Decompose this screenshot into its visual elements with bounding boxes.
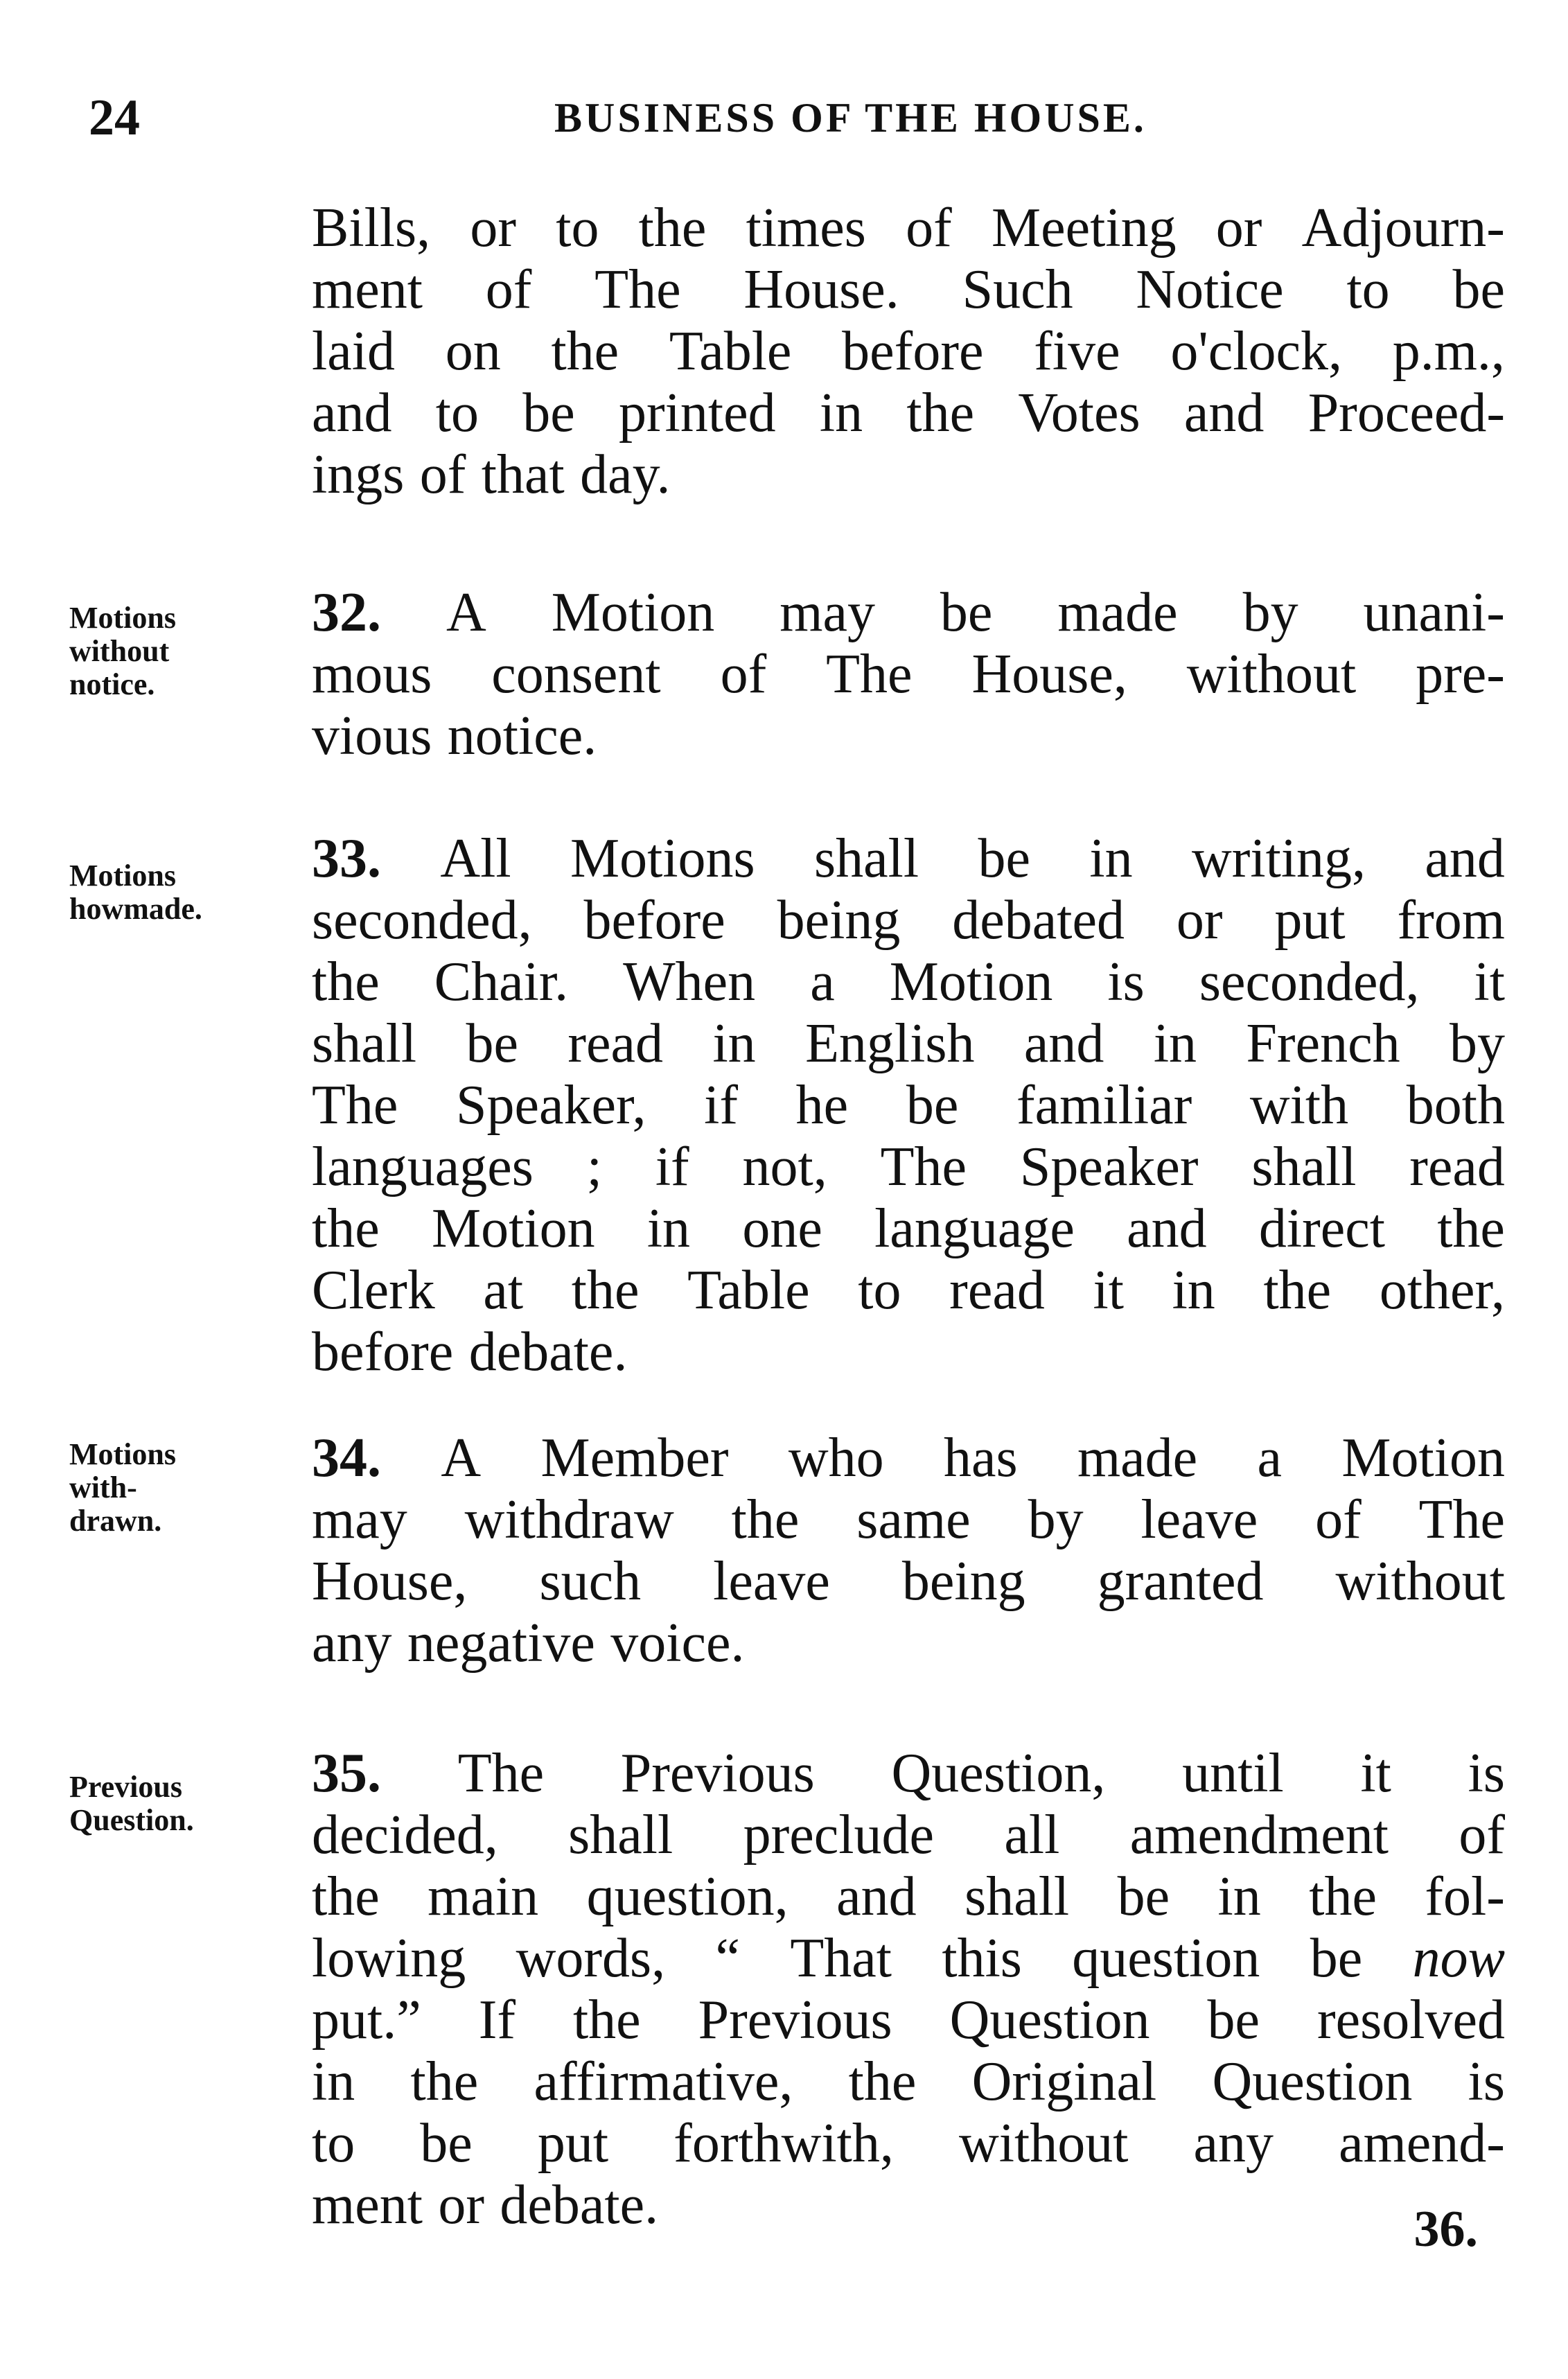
word: unani- xyxy=(1363,582,1505,643)
word: House. xyxy=(743,259,899,320)
word: be xyxy=(1452,259,1505,320)
margin-note-line: notice. xyxy=(69,667,155,701)
word: vious xyxy=(312,705,432,766)
word: and xyxy=(1023,1013,1104,1074)
word: is xyxy=(1468,2051,1505,2112)
word: being xyxy=(901,1551,1025,1612)
margin-note-previous-question xyxy=(69,1771,305,1837)
word: Notice xyxy=(1136,259,1284,320)
word: writing, xyxy=(1191,828,1366,889)
margin-note-motions-without-notice xyxy=(69,602,305,701)
word: direct xyxy=(1258,1198,1385,1259)
word: When xyxy=(623,951,756,1012)
word: of xyxy=(720,644,767,705)
word: a xyxy=(810,951,835,1012)
word: be xyxy=(1207,1990,1260,2051)
margin-note-line: Motions xyxy=(69,601,176,635)
word: before xyxy=(312,1322,454,1382)
word: The xyxy=(312,1075,398,1136)
word: Table xyxy=(687,1260,810,1321)
word: o'clock, xyxy=(1170,321,1342,382)
margin-note-line: drawn. xyxy=(69,1504,162,1538)
text-line xyxy=(312,444,1505,506)
word: main xyxy=(428,1866,539,1927)
word: the xyxy=(312,1198,380,1259)
word: Motion xyxy=(889,951,1053,1012)
text-line xyxy=(312,383,1505,444)
word: of xyxy=(1315,1489,1362,1550)
word: debate. xyxy=(500,2175,659,2236)
word: by xyxy=(1242,582,1298,643)
word: notice. xyxy=(447,705,597,766)
word: of xyxy=(419,444,466,505)
word: shall xyxy=(568,1805,673,1866)
word: debate. xyxy=(468,1322,628,1382)
word: in xyxy=(646,1198,691,1259)
word: Such xyxy=(962,259,1073,320)
word: in xyxy=(1089,828,1133,889)
text-line xyxy=(312,1866,1505,1928)
word: A xyxy=(446,582,486,643)
word: Speaker xyxy=(1019,1136,1199,1197)
word: times xyxy=(746,197,866,258)
word: at xyxy=(483,1260,524,1321)
word: in xyxy=(1153,1013,1197,1074)
word: the xyxy=(410,2051,479,2112)
word: if xyxy=(704,1075,739,1136)
word: any xyxy=(1193,2113,1274,2174)
word: withdraw xyxy=(464,1489,674,1550)
word: being xyxy=(777,890,901,951)
word: read xyxy=(1409,1136,1505,1197)
word: consent xyxy=(491,644,661,705)
word: by xyxy=(1449,1013,1505,1074)
word: to xyxy=(858,1260,901,1321)
word: resolved xyxy=(1316,1990,1505,2051)
text-line xyxy=(312,1075,1505,1136)
word: or xyxy=(1176,890,1223,951)
continuation-paragraph xyxy=(312,197,1505,506)
word: p.m., xyxy=(1392,321,1505,382)
margin-note-line: Previous xyxy=(69,1770,182,1804)
word: by xyxy=(1028,1489,1084,1550)
word: or xyxy=(1215,197,1262,258)
word: now xyxy=(1412,1928,1505,1989)
word: he xyxy=(795,1075,849,1136)
word: ings xyxy=(312,444,405,505)
word: it xyxy=(1093,1260,1124,1321)
word: If xyxy=(478,1990,516,2051)
word: ment xyxy=(312,259,423,320)
text-line xyxy=(312,1136,1505,1198)
margin-note-motions-how-made xyxy=(69,859,305,926)
word: decided, xyxy=(312,1805,498,1866)
word: negative xyxy=(407,1613,595,1674)
word: Original xyxy=(971,2051,1157,2112)
word: that xyxy=(481,444,565,505)
word: same xyxy=(856,1489,971,1550)
word: any xyxy=(312,1613,392,1674)
word: question, xyxy=(586,1866,789,1927)
word: be xyxy=(466,1013,518,1074)
word: Motion xyxy=(1341,1428,1505,1489)
word: in xyxy=(712,1013,756,1074)
word: is xyxy=(1107,951,1145,1012)
page-number: 24 xyxy=(89,89,140,146)
text-line xyxy=(312,582,1505,644)
word: the xyxy=(731,1489,800,1550)
word: be xyxy=(1117,1866,1170,1927)
word: it xyxy=(1474,951,1505,1012)
word: Member xyxy=(540,1428,729,1489)
word: to xyxy=(312,2113,355,2174)
margin-note-motions-withdrawn xyxy=(69,1438,305,1538)
word: who xyxy=(788,1428,884,1489)
word: be xyxy=(522,383,575,444)
word: seconded, xyxy=(312,890,532,951)
word: read xyxy=(567,1013,664,1074)
word: ment xyxy=(312,2175,423,2236)
word: the xyxy=(571,1260,640,1321)
word: shall xyxy=(312,1013,417,1074)
word: put.” xyxy=(312,1990,421,2051)
word: Bills, xyxy=(312,197,431,258)
margin-note-line: Motions xyxy=(69,1437,176,1471)
word: A xyxy=(441,1428,482,1489)
word: from xyxy=(1397,890,1505,951)
word: and xyxy=(312,383,392,444)
word: it xyxy=(1360,1743,1391,1804)
word: Motion xyxy=(551,582,715,643)
text-line xyxy=(312,321,1505,383)
word: in xyxy=(1217,1866,1261,1927)
word: shall xyxy=(814,828,919,889)
word: fol- xyxy=(1425,1866,1505,1927)
word: not, xyxy=(742,1136,827,1197)
text-line xyxy=(312,951,1505,1013)
word: Question xyxy=(949,1990,1150,2051)
word: day. xyxy=(580,444,671,505)
word: Table xyxy=(669,321,792,382)
word: be xyxy=(1310,1928,1363,1989)
word: and xyxy=(836,1866,917,1927)
word: familiar xyxy=(1016,1075,1192,1136)
word: Motion xyxy=(431,1198,595,1259)
margin-note-line: without xyxy=(69,634,170,668)
text-line xyxy=(312,1743,1505,1805)
text-line xyxy=(312,1260,1505,1322)
text-line xyxy=(312,705,1505,767)
word: the xyxy=(551,321,619,382)
word: “ xyxy=(715,1928,741,1989)
word: shall xyxy=(1251,1136,1357,1197)
word: one xyxy=(742,1198,822,1259)
word: on xyxy=(445,321,501,382)
word: of xyxy=(1459,1805,1505,1866)
word: the xyxy=(312,1866,380,1927)
word: question xyxy=(1072,1928,1260,1989)
word: without xyxy=(1335,1551,1505,1612)
word: put xyxy=(537,2113,609,2174)
word: Question xyxy=(1212,2051,1413,2112)
word: seconded, xyxy=(1199,951,1420,1012)
word: if xyxy=(655,1136,689,1197)
text-line xyxy=(312,1489,1505,1551)
text-line xyxy=(312,1428,1505,1489)
text-line xyxy=(312,890,1505,951)
text-line xyxy=(312,1990,1505,2051)
word: this xyxy=(942,1928,1022,1989)
text-line xyxy=(312,828,1505,890)
word: Previous xyxy=(620,1743,815,1804)
word: The xyxy=(457,1743,545,1804)
word: put xyxy=(1274,890,1346,951)
word: the xyxy=(1437,1198,1505,1259)
word: Chair. xyxy=(434,951,569,1012)
word: without xyxy=(958,2113,1129,2174)
word: and xyxy=(1183,383,1265,444)
word: leave xyxy=(713,1551,830,1612)
word: Motions xyxy=(570,828,755,889)
text-line xyxy=(312,1928,1505,1990)
word: the xyxy=(906,383,975,444)
text-line xyxy=(312,2175,1505,2236)
word: before xyxy=(842,321,984,382)
word: and xyxy=(1425,828,1505,889)
word: of xyxy=(906,197,952,258)
word: English xyxy=(805,1013,975,1074)
rule-32-paragraph xyxy=(312,582,1505,767)
word: preclude xyxy=(743,1805,935,1866)
word: such xyxy=(539,1551,642,1612)
word: ; xyxy=(586,1136,602,1197)
word: Previous xyxy=(698,1990,892,2051)
word: language xyxy=(874,1198,1075,1259)
word: Votes xyxy=(1018,383,1140,444)
word: a xyxy=(1257,1428,1283,1489)
rule-number: 35. xyxy=(312,1743,381,1804)
word: House, xyxy=(971,644,1127,705)
word: made xyxy=(1057,582,1178,643)
word: the xyxy=(638,197,707,258)
word: lowing xyxy=(312,1928,466,1989)
rule-33-paragraph xyxy=(312,828,1505,1383)
rule-35-paragraph xyxy=(312,1743,1505,2236)
text-line xyxy=(312,1322,1505,1383)
word: read xyxy=(949,1260,1045,1321)
word: five xyxy=(1034,321,1120,382)
text-line xyxy=(312,1613,1505,1674)
word: amendment xyxy=(1129,1805,1389,1866)
word: other, xyxy=(1379,1260,1505,1321)
word: The xyxy=(880,1136,967,1197)
word: until xyxy=(1182,1743,1284,1804)
word: printed xyxy=(619,383,776,444)
word: Clerk xyxy=(312,1260,435,1321)
word: Question, xyxy=(891,1743,1106,1804)
word: The xyxy=(826,644,913,705)
word: to xyxy=(556,197,599,258)
word: or xyxy=(438,2175,484,2236)
word: the xyxy=(848,2051,917,2112)
word: be xyxy=(940,582,993,643)
word: affirmative, xyxy=(534,2051,793,2112)
word: That xyxy=(790,1928,892,1989)
text-line xyxy=(312,259,1505,321)
word: be xyxy=(978,828,1030,889)
text-line xyxy=(312,644,1505,705)
word: the xyxy=(572,1990,641,2051)
word: granted xyxy=(1097,1551,1264,1612)
running-head: BUSINESS OF THE HOUSE. xyxy=(554,95,1147,141)
word: laid xyxy=(312,321,395,382)
text-line xyxy=(312,1805,1505,1866)
word: with xyxy=(1249,1075,1349,1136)
word: House, xyxy=(312,1551,468,1612)
word: before xyxy=(583,890,725,951)
text-line xyxy=(312,1551,1505,1613)
word: mous xyxy=(312,644,432,705)
word: or xyxy=(470,197,517,258)
rule-34-paragraph xyxy=(312,1428,1505,1674)
word: be xyxy=(906,1075,959,1136)
word: the xyxy=(312,951,380,1012)
text-line xyxy=(312,197,1505,259)
word: made xyxy=(1077,1428,1198,1489)
text-line xyxy=(312,1198,1505,1260)
text-line xyxy=(312,2051,1505,2113)
word: All xyxy=(440,828,511,889)
margin-note-line: howmade. xyxy=(69,892,202,926)
text-line xyxy=(312,2113,1505,2175)
word: Adjourn- xyxy=(1301,197,1505,258)
rule-number: 32. xyxy=(312,582,381,643)
word: shall xyxy=(964,1866,1070,1927)
word: forthwith, xyxy=(673,2113,894,2174)
word: The xyxy=(594,259,681,320)
word: debated xyxy=(952,890,1125,951)
margin-note-line: with- xyxy=(69,1471,137,1504)
word: in xyxy=(312,2051,355,2112)
catchword: 36. xyxy=(1413,2201,1478,2258)
margin-note-line: Motions xyxy=(69,859,176,893)
word: all xyxy=(1004,1805,1060,1866)
rule-number: 33. xyxy=(312,828,381,889)
word: in xyxy=(819,383,863,444)
margin-note-line: Question. xyxy=(69,1803,194,1837)
word: may xyxy=(312,1489,407,1550)
word: be xyxy=(420,2113,473,2174)
word: French xyxy=(1246,1013,1400,1074)
word: and xyxy=(1127,1198,1207,1259)
word: words, xyxy=(516,1928,666,1989)
word: pre- xyxy=(1416,644,1505,705)
word: Proceed- xyxy=(1307,383,1505,444)
word: in xyxy=(1172,1260,1215,1321)
word: voice. xyxy=(610,1613,745,1674)
word: the xyxy=(1309,1866,1377,1927)
word: may xyxy=(779,582,875,643)
word: Meeting xyxy=(991,197,1177,258)
word: has xyxy=(943,1428,1018,1489)
word: without xyxy=(1186,644,1357,705)
word: to xyxy=(435,383,479,444)
word: the xyxy=(1263,1260,1332,1321)
word: to xyxy=(1346,259,1390,320)
text-line xyxy=(312,1013,1505,1075)
word: leave xyxy=(1140,1489,1258,1550)
word: languages xyxy=(312,1136,534,1197)
rule-number: 34. xyxy=(312,1428,381,1489)
word: amend- xyxy=(1339,2113,1505,2174)
word: Speaker, xyxy=(456,1075,646,1136)
word: is xyxy=(1468,1743,1505,1804)
word: of xyxy=(485,259,532,320)
page-header xyxy=(0,83,1568,152)
word: both xyxy=(1406,1075,1505,1136)
word: The xyxy=(1418,1489,1505,1550)
